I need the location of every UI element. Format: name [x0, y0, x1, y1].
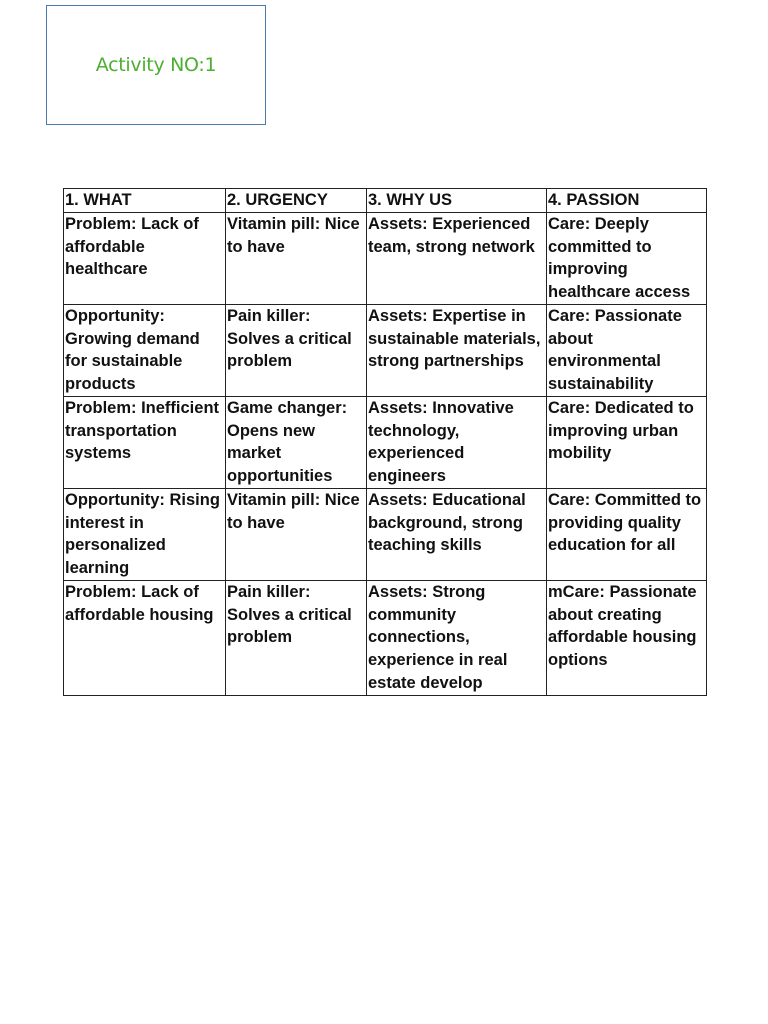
table-cell: Game changer: Opens new market opportunities: [226, 397, 367, 489]
header-cell-passion: 4. PASSION: [547, 189, 707, 213]
table-cell: Assets: Strong community connections, experience in real estate develop: [367, 581, 547, 696]
table-cell: Vitamin pill: Nice to have: [226, 489, 367, 581]
header-row: [64, 189, 707, 213]
table-cell: Problem: Lack of affordable housing: [64, 581, 226, 696]
table-cell: Opportunity: Rising interest in personalized learning: [64, 489, 226, 581]
table-row: [64, 581, 707, 696]
table-cell: Problem: Lack of affordable healthcare: [64, 213, 226, 305]
table-row: [64, 397, 707, 489]
table-row: [64, 213, 707, 305]
table-cell: Care: Deeply committed to improving healthcare access: [547, 213, 707, 305]
table-cell: Care: Passionate about environmental sustainability: [547, 305, 707, 397]
activity-title: Activity NO:1: [95, 54, 217, 76]
table-cell: mCare: Passionate about creating affordable housing options: [547, 581, 707, 696]
table-cell: Care: Dedicated to improving urban mobility: [547, 397, 707, 489]
table-row: [64, 489, 707, 581]
table-cell: Assets: Experienced team, strong network: [367, 213, 547, 305]
table-cell: Care: Committed to providing quality education for all: [547, 489, 707, 581]
table-cell: Problem: Inefficient transportation systems: [64, 397, 226, 489]
header-cell-why-us: 3. WHY US: [367, 189, 547, 213]
table-cell: Assets: Expertise in sustainable materials, strong partnerships: [367, 305, 547, 397]
table-cell: Pain killer: Solves a critical problem: [226, 305, 367, 397]
table-cell: Assets: Innovative technology, experienced engineers: [367, 397, 547, 489]
header-cell-urgency: 2. URGENCY: [226, 189, 367, 213]
table-row: [64, 305, 707, 397]
table-cell: Vitamin pill: Nice to have: [226, 213, 367, 305]
table-cell: Pain killer: Solves a critical problem: [226, 581, 367, 696]
table-cell: Assets: Educational background, strong teaching skills: [367, 489, 547, 581]
title-box: [46, 5, 266, 125]
activity-table: [63, 188, 707, 696]
table-cell: Opportunity: Growing demand for sustainable products: [64, 305, 226, 397]
header-cell-what: 1. WHAT: [64, 189, 226, 213]
